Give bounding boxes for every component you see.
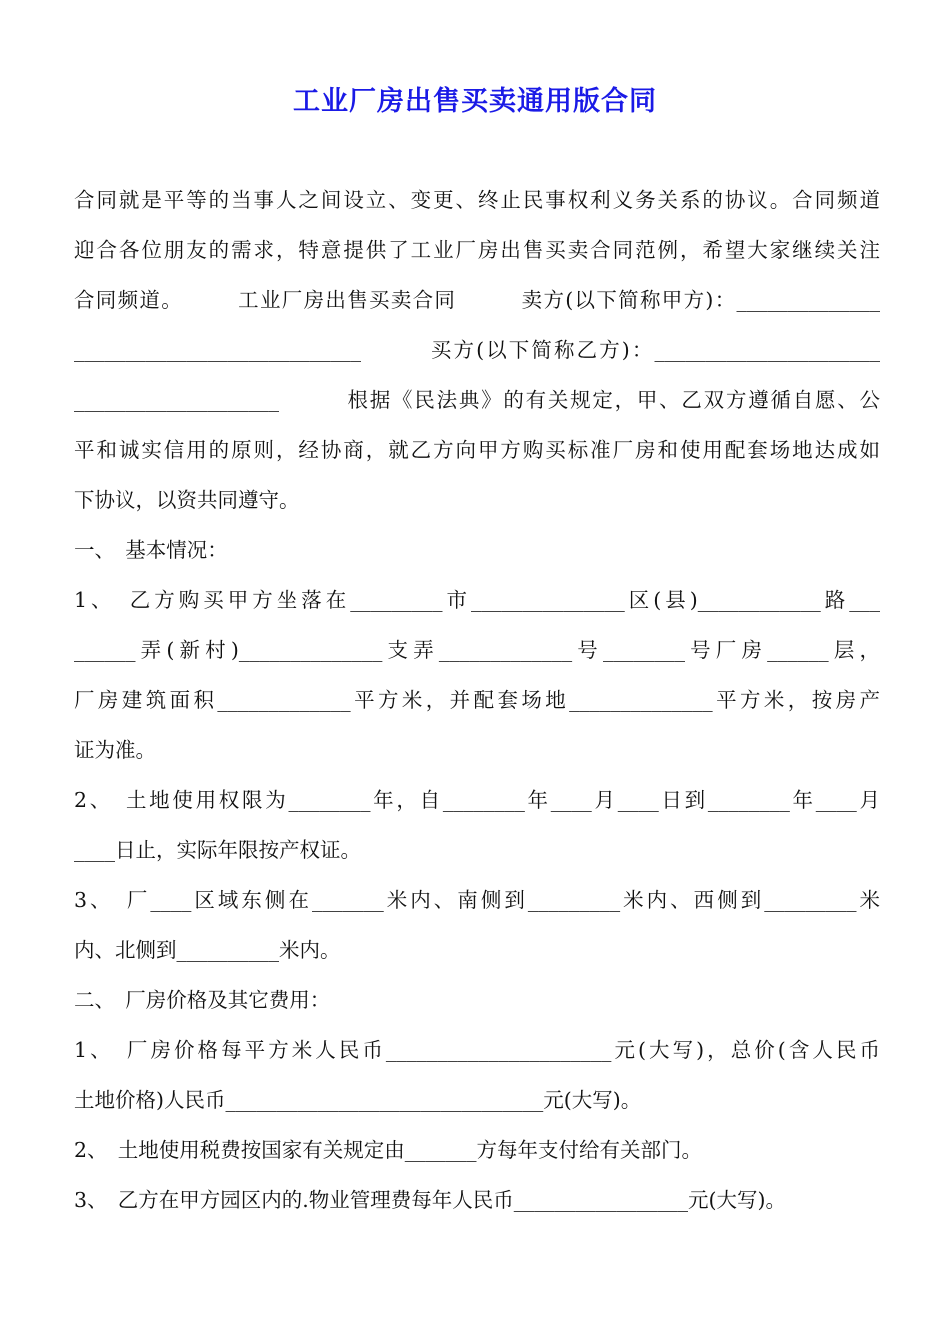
section-heading: 二、 厂房价格及其它费用： [74, 988, 331, 1012]
paragraph-line: 下协议，以资共同遵守。 [74, 488, 300, 512]
clause-line: 2、 土地使用权限为________年，自________年____月____日到________年____月 [74, 788, 880, 812]
paragraph-line: 平和诚实信用的原则，经协商，就乙方向甲方购买标准厂房和使用配套场地达成如 [74, 438, 880, 462]
clause-line: 3、 乙方在甲方园区内的.物业管理费每年人民币_________________元(大写)。 [74, 1188, 787, 1212]
paragraph-line: 合同就是平等的当事人之间设立、变更、终止民事权利义务关系的协议。合同频道 [74, 188, 880, 212]
paragraph-line: ____________________ 根据《民法典》的有关规定，甲、乙双方遵循自愿、公 [74, 388, 880, 412]
paragraph-line: ____________________________ 买方(以下简称乙方)：______________________ [74, 338, 880, 362]
clause-line: 1、 厂房价格每平方米人民币______________________元(大写)，总价(含人民币 [74, 1038, 880, 1062]
document-title: 工业厂房出售买卖通用版合同 [293, 86, 657, 117]
paragraph-line: 合同频道。 工业厂房出售买卖合同 卖方(以下简称甲方)：______________ [74, 288, 880, 312]
clause-line: 1、 乙方购买甲方坐落在_________市_______________区(县)____________路___ [74, 588, 880, 612]
clause-line: 3、 厂____区域东侧在_______米内、南侧到_________米内、西侧到_________米 [74, 888, 880, 912]
clause-line: ____日止，实际年限按产权证。 [74, 838, 361, 862]
clause-line: 证为准。 [74, 738, 156, 762]
clause-line: 土地价格)人民币_______________________________元(大写)。 [74, 1088, 642, 1112]
paragraph-line: 迎合各位朋友的需求，特意提供了工业厂房出售买卖合同范例，希望大家继续关注 [74, 238, 880, 262]
clause-line: 厂房建筑面积_____________平方米，并配套场地______________平方米，按房产 [74, 688, 880, 712]
clause-line: 内、北侧到__________米内。 [74, 938, 341, 962]
clause-line: 2、 土地使用税费按国家有关规定由_______方每年支付给有关部门。 [74, 1138, 703, 1162]
section-heading: 一、 基本情况： [74, 538, 228, 562]
clause-line: ______弄(新村)______________支弄_____________号________号厂房______层， [74, 638, 880, 662]
